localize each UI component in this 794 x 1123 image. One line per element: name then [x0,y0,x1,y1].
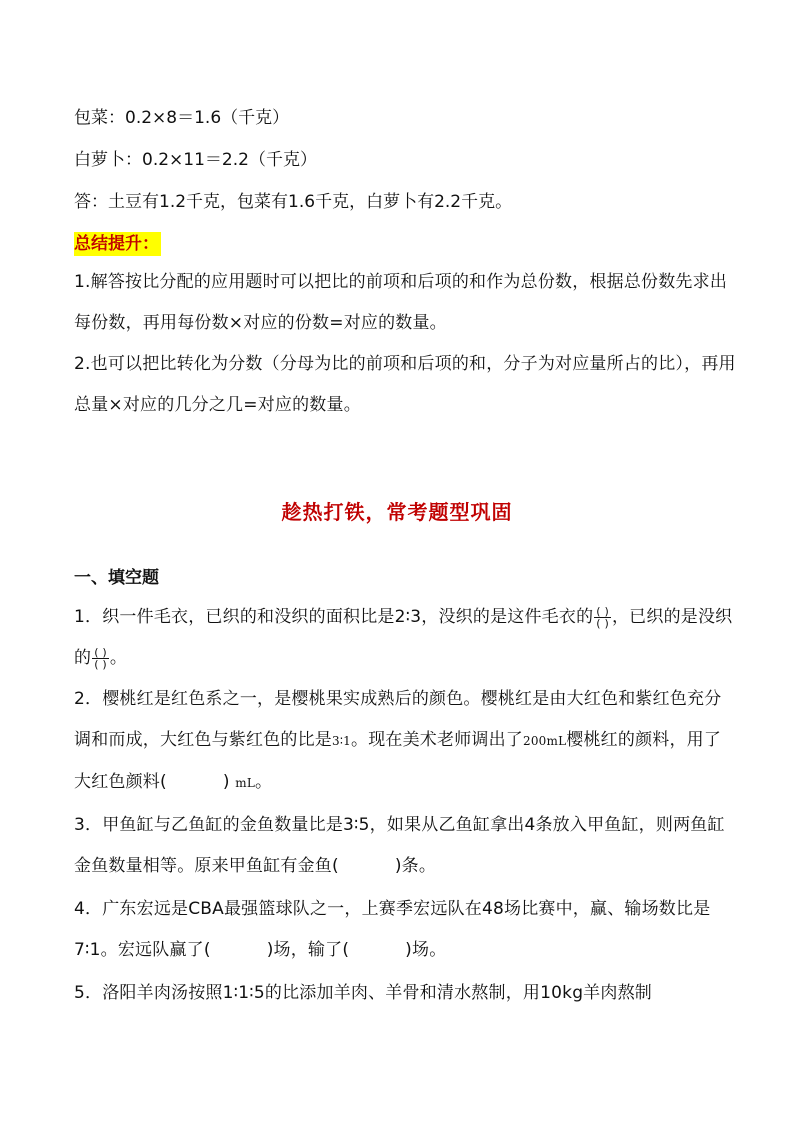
question-4-text-b: )场，输了( [266,940,350,960]
question-3-text-a: 3．甲鱼缸与乙鱼缸的金鱼数量比是3∶5，如果从乙鱼缸拿出4条放入甲鱼缸，则两鱼缸金鱼数量相等。原来甲鱼缸有金鱼( [74,815,725,876]
fraction-numerator: ( ) [94,645,107,659]
fraction-denominator: ( ) [596,616,609,630]
section-title: 趁热打铁，常考题型巩固 [281,500,513,524]
question-2-unit: mL [235,776,256,790]
solution-answer: 答：土豆有1.2千克，包菜有1.6千克，白萝卜有2.2千克。 [74,192,513,212]
question-2-text-a: 2．樱桃红是红色系之一，是樱桃果实成熟后的颜色。樱桃红是由大红色和紫红色充分调和而成，大红色与紫红色的比是 [74,689,722,750]
question-5-text-a: 5．洛阳羊肉汤按照1∶1∶5的比添加羊肉、羊骨和清水熬制，用10kg羊肉熬制 [74,983,652,1003]
solution-line-cabbage: 包菜：0.2×8＝1.6（千克） [74,108,290,128]
question-2-text-c: 樱桃红的颜料，用了大红色颜料( [74,730,722,792]
summary-point-2: 2.也可以把比转化为分数（分母为比的前项和后项的和，分子为对应量所占的比），再用总量×对应的几分之几=对应的数量。 [74,354,736,415]
solution-line-radish: 白萝卜：0.2×11＝2.2（千克） [74,150,317,170]
question-4-text-a: 4．广东宏远是CBA最强篮球队之一，上赛季宏远队在48场比赛中，赢、输场数比是7∶1。宏远队赢了( [74,899,711,960]
question-3 [74,805,736,887]
fraction-blank [92,647,109,670]
question-2-text-d: ) [222,772,230,792]
summary-heading: 总结提升： [74,234,159,254]
question-4-text-c: )场。 [405,940,447,960]
question-1-text-c: 。 [109,648,128,668]
question-3-text-b: )条。 [394,856,437,876]
question-2 [74,679,736,804]
question-2-ratio: 3∶1 [332,734,351,748]
question-1 [74,597,736,679]
fraction-denominator: ( ) [94,657,107,671]
question-2-text-e: 。 [255,772,273,792]
question-4 [74,889,736,971]
question-1-text-a: 1．织一件毛衣，已织的和没织的面积比是2∶3，没织的是这件毛衣的 [74,607,594,627]
question-1-text-b: ，已织的是没织的 [74,607,733,668]
fraction-numerator: ( ) [596,604,609,618]
question-2-text-b: 。现在美术老师调出了 [351,730,523,750]
fraction-blank [594,606,611,629]
part-heading-fill-in: 一、填空题 [74,568,159,588]
question-2-amount: 200mL [523,734,567,748]
summary-point-1: 1.解答按比分配的应用题时可以把比的前项和后项的和作为总份数，根据总份数先求出每份数，再用每份数×对应的份数=对应的数量。 [74,272,728,333]
question-5 [74,973,736,1014]
